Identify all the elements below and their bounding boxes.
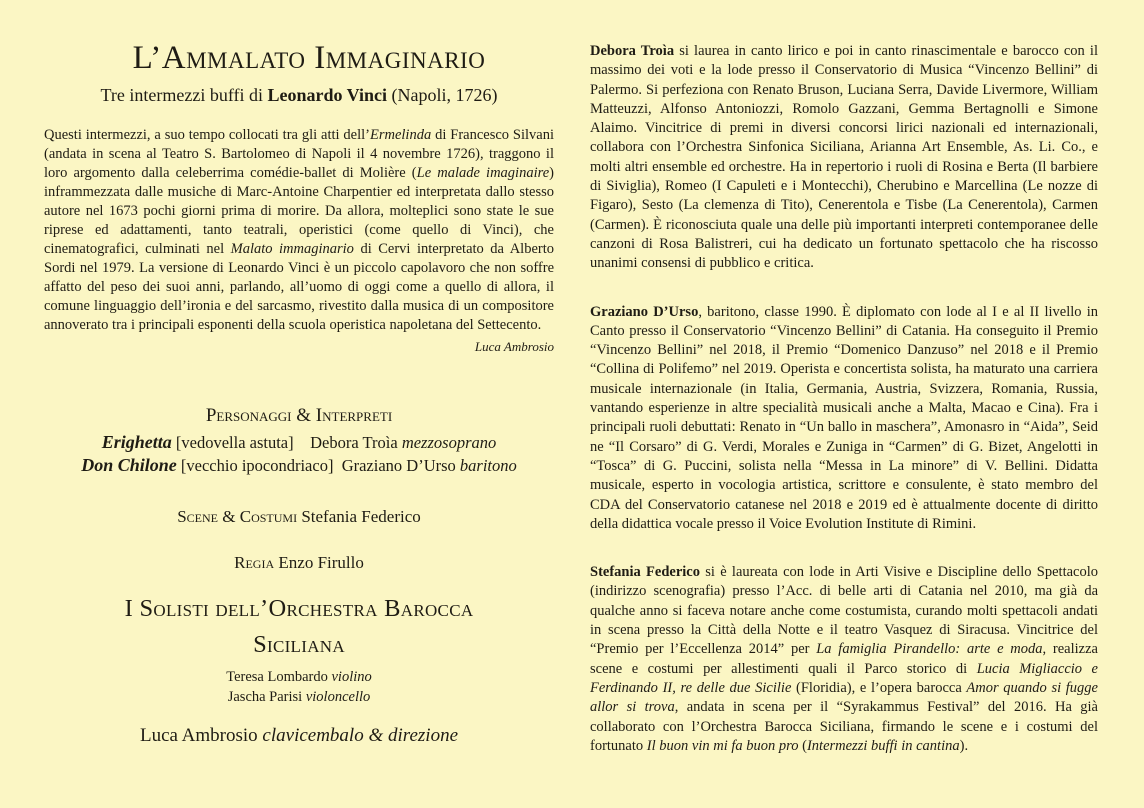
text-run: ) inframmezzata dalle musiche di Marc-Antoine Charpentier ed interpretata dallo stesso autore nel 1673 pochi giorni prima di morire. Da allora, molteplici sono state le sue riprese ed adattamenti, tanto teatrali, operistici (come quello di Vinci), che cinematografici, culminati nel bbox=[44, 165, 554, 257]
italic-title: Ermelinda bbox=[370, 127, 432, 143]
cast-voice: mezzosoprano bbox=[401, 433, 497, 452]
cast-row bbox=[44, 454, 554, 477]
orchestra-name-line1: I Solisti dell’Orchestra Barocca bbox=[124, 595, 474, 622]
director-name: Luca Ambrosio bbox=[139, 725, 263, 746]
cast-row bbox=[44, 431, 554, 454]
cast-performer: Graziano D’Urso bbox=[341, 456, 456, 475]
regia-name: Enzo Firullo bbox=[274, 553, 364, 572]
cast-heading: Personaggi & Interpreti bbox=[205, 405, 393, 426]
bio-debora-troia bbox=[590, 42, 1098, 274]
italic-title: Lucia Migliaccio e Ferdinando II, re delle due Sicilie bbox=[590, 660, 1098, 696]
subtitle-suffix: (Napoli, 1726) bbox=[387, 85, 498, 105]
italic-title: Il buon vin mi fa buon pro bbox=[646, 737, 799, 754]
member-instrument: violino bbox=[331, 669, 372, 685]
regia-label: Regia bbox=[234, 553, 275, 572]
orchestra-member bbox=[44, 687, 554, 707]
regia-line bbox=[44, 553, 554, 573]
right-column bbox=[590, 42, 1098, 756]
director-role: clavicembalo & direzione bbox=[262, 725, 458, 746]
scene-costumes-line bbox=[44, 507, 554, 527]
text-run: si laurea in canto lirico e poi in canto rinascimentale e barocco con il massimo dei voti e la lode presso il Conservatorio di Musica “Vincenzo Bellini” di Palermo. Si perfeziona con Renato Bruson, Luciana Serra, Davide Livermore, William Matteuzzi, Alfonso Antoniozzi, Romolo Gazzani, Gemma Bertagnolli e Simone Alaimo. Vincitrice di premi in diversi concorsi lirici nazionali ed internazionali, collabora con l’Orchestra Sinfonica Siciliana, Arianna Art Ensemble, As. Li. Co., e molti altri ensemble ed orchestre. Ha in repertorio i ruoli di Rosina e Berta (Il barbiere di Siviglia), Romeo (I Capuleti e i Montecchi), Cherubino e Marcellina (Le nozze di Figaro), Sesto (La clemenza di Tito), Cenerentola e Tisbe (La Cenerentola), Carmen (Carmen). È riconosciuta quale una delle più importanti interpreti contemporanee delle canzoni di Rosa Balistreri, cui ha dedicato un fortunato spettacolo che ha riscosso unanimi consensi di pubblico e critica. bbox=[590, 43, 1098, 272]
member-instrument: violoncello bbox=[305, 689, 371, 705]
text-run: , baritono, classe 1990. È diplomato con lode al I e al II livello in Canto presso il Conservatorio “Vincenzo Bellini” di Catania. Ha conseguito il Premio “Vincenzo Bellini” nel 2018, il Premio “Domenico Danzuso” nel 2018 e il Premio “Collina di Polifemo” nel 2019. Operista e concertista solista, ha maturato una carriera musicale internazionale (in Italia, Germania, Austria, Svizzera, Romania, Russia, vantando esperienze in altre specialità musicali anche a Malta, Macao e Cina). Fra i principali ruoli debuttati: Renato in “Un ballo in maschera”, Amonasro in “Aida”, Seid ne “Il Corsaro” di G. Verdi, Morales e Zuniga in “Carmen” di G. Bizet, Angelotti in “Tosca” di G. Puccini, solista nella “Messa in La minore” di V. Bellini. Didatta musicale, esperto in vocologia artistica, scrittore e consulente, è stato membro del CDA del Conservatorio catanese nel 2018 e 2019 ed è attualmente docente di diritto della didattica vocale presso il Voice Evolution Institute di Rimini. bbox=[590, 303, 1099, 532]
bio-name: Stefania Federico bbox=[590, 564, 700, 581]
bio-name: Debora Troìa bbox=[590, 43, 675, 59]
work-title: L’Ammalato Immaginario bbox=[132, 40, 486, 76]
italic-title: La famiglia Pirandello: arte e moda bbox=[816, 641, 1043, 658]
cast-role: Don Chilone bbox=[81, 455, 177, 475]
orchestra-member bbox=[44, 667, 554, 687]
cast-voice: baritono bbox=[459, 456, 517, 475]
text-run: , andata in scena per il “Syrakammus Festival” del 2016. Ha già collaborato con l’Orchestra Barocca Siciliana, firmando le scene e i costumi del fortunato bbox=[590, 699, 1098, 754]
orchestra-block bbox=[44, 591, 554, 747]
text-run: Questi intermezzi, a suo tempo collocati tra gli atti dell’ bbox=[44, 127, 370, 143]
intro-signature: Luca Ambrosio bbox=[474, 339, 554, 354]
member-name: Jascha Parisi bbox=[227, 689, 306, 705]
intro-paragraph bbox=[44, 126, 554, 335]
italic-title: Intermezzi buffi in cantina bbox=[806, 737, 960, 754]
left-column bbox=[44, 40, 554, 747]
text-run: di Cervi interpretato da Alberto Sordi nel 1979. La versione di Leonardo Vinci è un piccolo capolavoro che non soffre affatto del peso dei suoi anni, parlando, all’uomo di oggi come a quello di allora, il comune linguaggio dell’ironia e del sarcasmo, rivestito dalla musica di un compositore annoverato tra i principali esponenti della scuola operistica napoletana del Settecento. bbox=[44, 241, 554, 333]
orchestra-name-line2: Siciliana bbox=[253, 631, 345, 658]
italic-title: Le malade imaginaire bbox=[416, 165, 550, 181]
italic-title: Amor quando si fugge allor si trova bbox=[590, 679, 1098, 716]
cast-role-description: [vecchio ipocondriaco] bbox=[176, 456, 334, 475]
text-run: (Floridia), e l’opera barocca bbox=[791, 679, 967, 696]
cast-role: Erighetta bbox=[101, 432, 172, 452]
cast-role-description: [vedovella astuta] bbox=[171, 433, 294, 452]
director-line bbox=[44, 725, 554, 747]
member-name: Teresa Lombardo bbox=[226, 669, 332, 685]
composer-name: Leonardo Vinci bbox=[267, 85, 387, 105]
bio-stefania-federico bbox=[590, 563, 1098, 756]
bio-name: Graziano D’Urso bbox=[590, 303, 699, 320]
text-run: ). bbox=[959, 737, 969, 754]
bio-graziano-durso bbox=[590, 303, 1098, 535]
scene-costumes-label: Scene & Costumi bbox=[177, 507, 298, 526]
text-run: ( bbox=[798, 737, 807, 754]
work-subtitle bbox=[44, 85, 554, 106]
text-run: di Francesco Silvani (andata in scena al Teatro S. Bartolomeo di Napoli il 4 novembre 1726), traggono il loro argomento dalla celeberrima comédie-ballet di Molière ( bbox=[44, 127, 554, 181]
cast-performer: Debora Troìa bbox=[310, 433, 398, 452]
scene-costumes-name: Stefania Federico bbox=[297, 507, 421, 526]
subtitle-prefix: Tre intermezzi buffi di bbox=[100, 85, 268, 105]
text-run: , realizza scene e costumi per allestimenti quali il Parco storico di bbox=[590, 641, 1098, 677]
text-run: si è laureata con lode in Arti Visive e Discipline dello Spettacolo (indirizzo scenografia) presso l’Acc. di belle arti di Catania nel 2010, ma già da qualche anno si faceva notare anche come costumista, curando molti spettacoli andati in scena presso la Città della Notte e il teatro Vasquez di Siracusa. Vincitrice del “Premio per l’Eccellenza 2014” per bbox=[590, 564, 1098, 658]
italic-title: Malato immaginario bbox=[230, 241, 354, 257]
